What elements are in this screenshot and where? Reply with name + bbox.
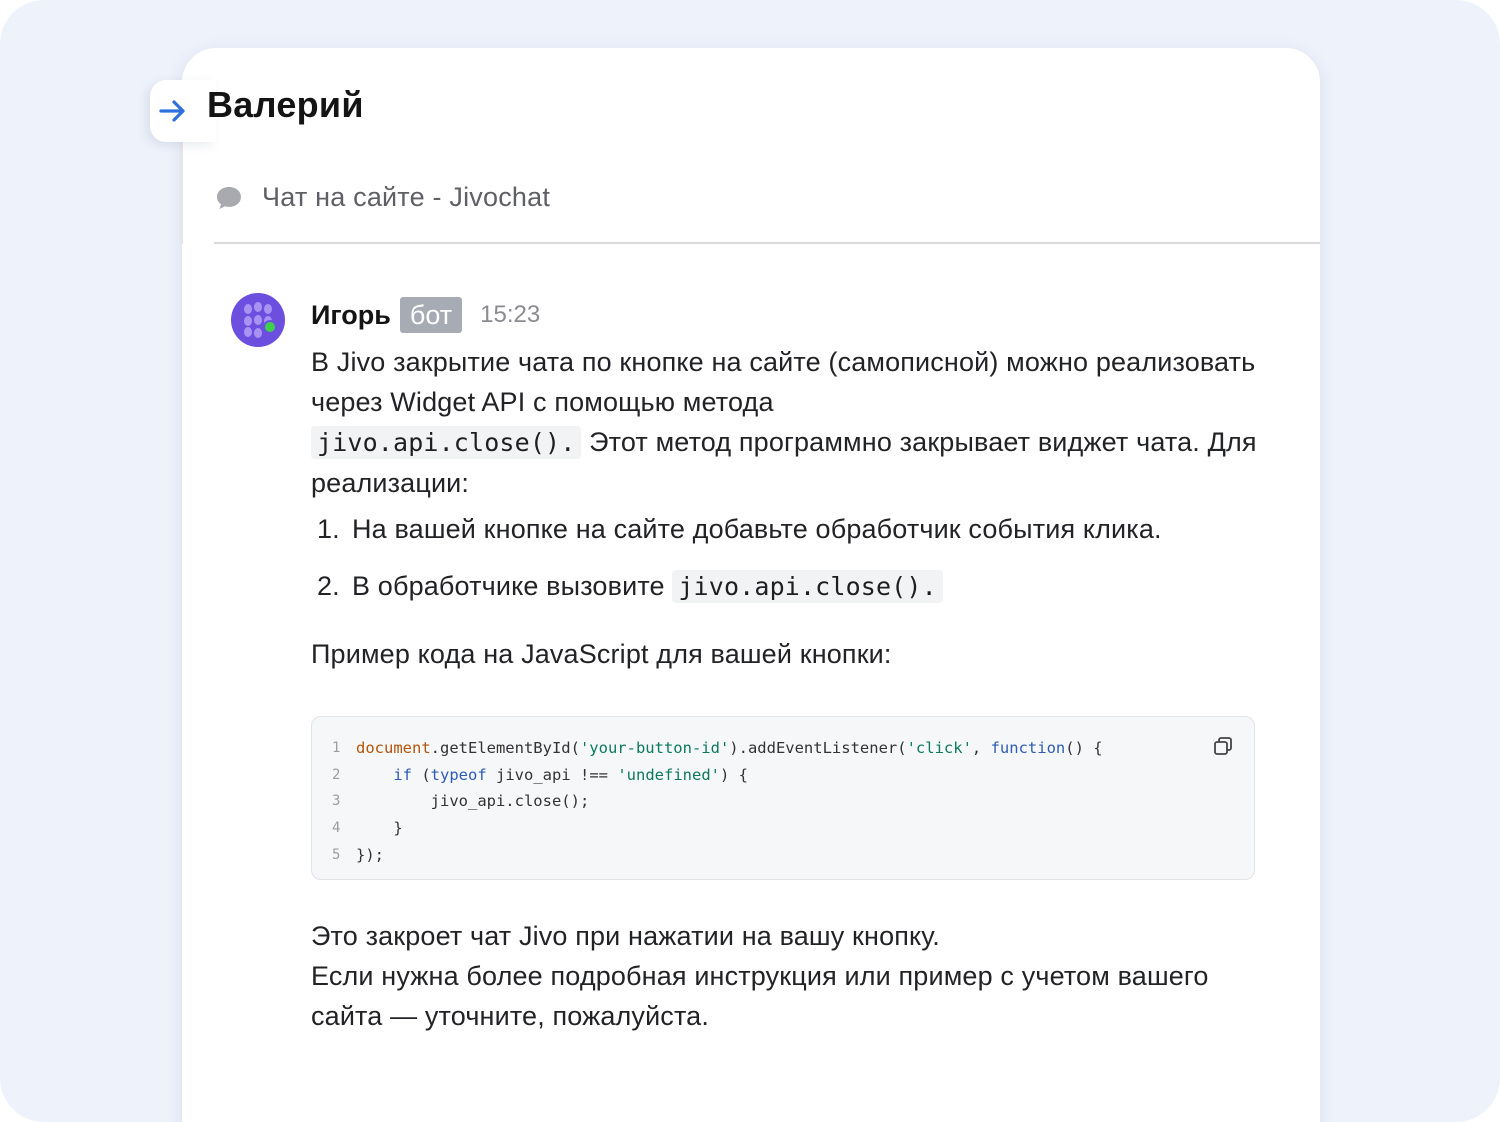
- list-item-text: В обработчике вызовите: [352, 570, 673, 601]
- intro-text-part1: В Jivo закрытие чата по кнопке на сайте (самописной) можно реализовать через Widget API с помощью метода: [311, 347, 1256, 417]
- code-token: if: [393, 765, 412, 784]
- author-name: Игорь: [311, 299, 391, 330]
- code-token: }: [356, 819, 403, 838]
- code-token: 'undefined': [617, 765, 720, 784]
- code-line: [332, 815, 1103, 842]
- code-token: 'click': [906, 739, 972, 758]
- code-token: function: [990, 739, 1066, 758]
- contact-name: Валерий: [207, 84, 364, 125]
- code-token: document: [356, 739, 431, 758]
- channel-label: Чат на сайте - Jivochat: [262, 182, 551, 212]
- intro-text-part2: Этот метод программно закрывает виджет чата. Для реализации:: [311, 427, 1257, 498]
- inline-code: jivo.api.close().: [672, 570, 942, 603]
- line-number: 4: [332, 820, 341, 837]
- line-number: 3: [332, 793, 341, 810]
- code-token: .getElementById(: [430, 739, 580, 758]
- code-line: [332, 735, 1103, 762]
- list-item: [317, 559, 1162, 613]
- bot-avatar: [230, 292, 286, 348]
- code-token: typeof: [430, 765, 487, 784]
- code-line: [332, 762, 1103, 789]
- card-edge-strip: [180, 140, 183, 244]
- code-token: [356, 766, 393, 784]
- message-time: 15:23: [480, 301, 541, 328]
- message-header: [311, 296, 540, 334]
- code-line: [332, 841, 1103, 868]
- line-number: 5: [332, 846, 341, 863]
- inline-code: jivo.api.close().: [311, 426, 581, 459]
- code-block: [311, 716, 1255, 880]
- message-closing: [311, 916, 1271, 1036]
- code-token: ,: [971, 739, 991, 758]
- copy-icon[interactable]: [1212, 735, 1234, 757]
- list-item: [317, 508, 1162, 550]
- code-token: () {: [1065, 739, 1103, 758]
- code-line: [332, 788, 1103, 815]
- list-item-number: 2.: [317, 570, 340, 601]
- closing-line-2: Если нужна более подробная инструкция или пример с учетом вашего сайта — уточните, пожалуйста.: [311, 961, 1209, 1031]
- line-number: 1: [332, 740, 341, 757]
- arrow-right-icon: [159, 99, 187, 123]
- chat-bubble-icon: [214, 183, 244, 213]
- code-token: (: [412, 765, 431, 784]
- code-lines: [332, 735, 1103, 868]
- closing-line-1: Это закроет чат Jivo при нажатии на вашу кнопку.: [311, 921, 940, 951]
- message-intro: [311, 342, 1271, 503]
- code-token: });: [356, 845, 384, 864]
- bot-badge: бот: [400, 297, 462, 333]
- example-label: Пример кода на JavaScript для вашей кнопки:: [311, 639, 892, 669]
- list-item-number: 1.: [317, 513, 340, 544]
- code-token: jivo_api.close();: [356, 792, 590, 811]
- code-token: ).addEventListener(: [729, 739, 907, 758]
- list-item-text: На вашей кнопке на сайте добавьте обработчик события клика.: [352, 513, 1162, 544]
- line-number: 2: [332, 766, 341, 783]
- code-token: jivo_api !==: [486, 765, 618, 784]
- code-token: 'your-button-id': [579, 739, 730, 758]
- channel-row: [214, 182, 550, 213]
- header-divider: [214, 242, 1320, 244]
- code-token: ) {: [719, 765, 748, 784]
- steps-list: [317, 508, 1162, 613]
